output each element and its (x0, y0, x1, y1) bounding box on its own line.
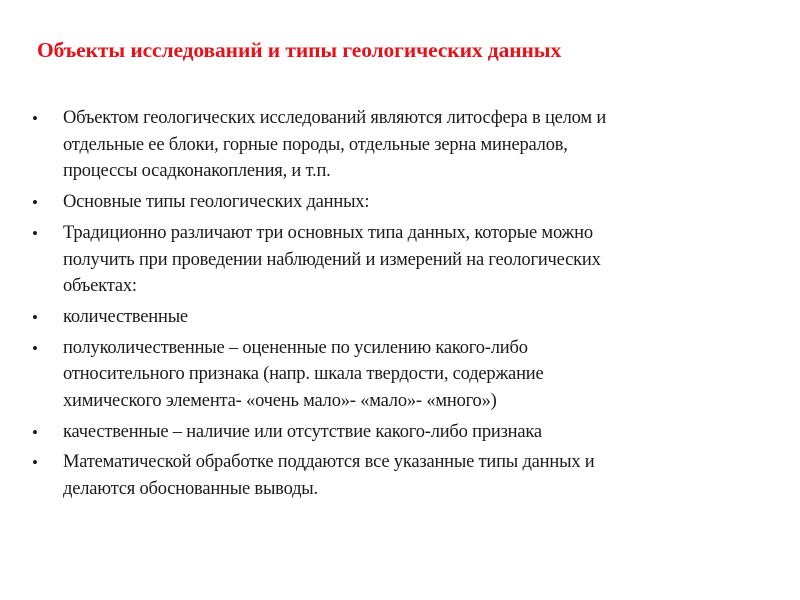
bullet-text-line: качественные – наличие или отсутствие какого-либо признака (63, 421, 542, 442)
bullet-item (30, 189, 790, 216)
bullet-icon: • (32, 109, 38, 128)
bullet-list (30, 105, 790, 507)
bullet-text-line: делаются обоснованные выводы. (63, 479, 318, 500)
bullet-text-line: количественные (63, 306, 188, 327)
bullet-item (30, 105, 790, 185)
bullet-text-line: полуколичественные – оцененные по усилению какого-либо (63, 337, 528, 358)
bullet-icon: • (32, 193, 38, 213)
bullet-item (30, 220, 790, 300)
bullet-text-line: химического элемента- «очень мало»- «мало»- «много») (63, 391, 497, 412)
bullet-text-line: Основные типы геологических данных: (63, 192, 370, 213)
bullet-icon: • (32, 453, 38, 473)
bullet-item (30, 304, 790, 331)
bullet-text-line: Традиционно различают три основных типа данных, которые можно (63, 222, 593, 243)
bullet-text-line: относительного признака (напр. шкала твердости, содержание (63, 364, 544, 385)
bullet-item (30, 419, 790, 446)
bullet-icon: • (32, 422, 38, 442)
bullet-item (30, 449, 790, 502)
slide-title: Объекты исследований и типы геологических данных (37, 38, 562, 62)
bullet-icon: • (32, 338, 38, 358)
bullet-text-line: отдельные ее блоки, горные породы, отдельные зерна минералов, (63, 134, 568, 155)
bullet-text-line: объектах: (63, 276, 137, 297)
bullet-icon: • (32, 307, 38, 327)
bullet-text-line: получить при проведении наблюдений и измерений на геологических (63, 249, 601, 270)
bullet-item (30, 335, 790, 415)
bullet-icon: • (32, 223, 38, 243)
bullet-text-line: Объектом геологических исследований являются литосфера в целом и (63, 108, 607, 128)
bullet-text-line: Математической обработке поддаются все указанные типы данных и (63, 452, 595, 473)
bullet-text-line: процессы осадконакопления, и т.п. (63, 161, 331, 182)
